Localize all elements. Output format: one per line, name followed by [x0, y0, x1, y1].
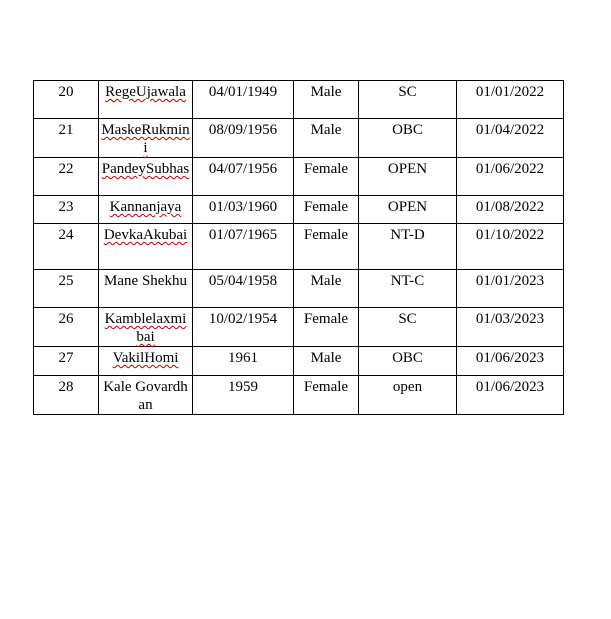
table-row [34, 308, 564, 347]
sr-no-cell: 26 [34, 308, 99, 347]
table-row [34, 270, 564, 308]
gender-cell: Female [294, 376, 359, 415]
sr-no-cell: 22 [34, 158, 99, 196]
name-cell: Kannanjaya [99, 196, 193, 224]
gender-cell: Male [294, 347, 359, 376]
category-cell: OBC [359, 347, 457, 376]
dob-cell: 1959 [193, 376, 294, 415]
name-cell: Kale Govardhan [99, 376, 193, 415]
sr-no-cell: 24 [34, 224, 99, 270]
date-cell: 01/03/2023 [457, 308, 564, 347]
records-table [33, 80, 564, 415]
gender-cell: Male [294, 81, 359, 119]
date-cell: 01/06/2023 [457, 376, 564, 415]
sr-no-cell: 20 [34, 81, 99, 119]
sr-no-cell: 27 [34, 347, 99, 376]
name-cell: VakilHomi [99, 347, 193, 376]
dob-cell: 05/04/1958 [193, 270, 294, 308]
date-cell: 01/06/2022 [457, 158, 564, 196]
date-cell: 01/04/2022 [457, 119, 564, 158]
name-cell: Mane Shekhu [99, 270, 193, 308]
dob-cell: 01/03/1960 [193, 196, 294, 224]
category-cell: NT-D [359, 224, 457, 270]
dob-cell: 01/07/1965 [193, 224, 294, 270]
date-cell: 01/06/2023 [457, 347, 564, 376]
category-cell: SC [359, 81, 457, 119]
category-cell: open [359, 376, 457, 415]
table-row [34, 376, 564, 415]
category-cell: SC [359, 308, 457, 347]
name-cell: PandeySubhas [99, 158, 193, 196]
table-row [34, 347, 564, 376]
category-cell: NT-C [359, 270, 457, 308]
date-cell: 01/10/2022 [457, 224, 564, 270]
gender-cell: Male [294, 119, 359, 158]
table-row [34, 224, 564, 270]
gender-cell: Female [294, 224, 359, 270]
table-row [34, 196, 564, 224]
dob-cell: 1961 [193, 347, 294, 376]
name-cell: Kamblelaxmibai [99, 308, 193, 347]
sr-no-cell: 21 [34, 119, 99, 158]
name-cell: MaskeRukmini [99, 119, 193, 158]
gender-cell: Female [294, 196, 359, 224]
sr-no-cell: 25 [34, 270, 99, 308]
category-cell: OPEN [359, 158, 457, 196]
name-cell: RegeUjawala [99, 81, 193, 119]
sr-no-cell: 28 [34, 376, 99, 415]
date-cell: 01/01/2022 [457, 81, 564, 119]
gender-cell: Male [294, 270, 359, 308]
sr-no-cell: 23 [34, 196, 99, 224]
name-cell: DevkaAkubai [99, 224, 193, 270]
dob-cell: 04/01/1949 [193, 81, 294, 119]
date-cell: 01/01/2023 [457, 270, 564, 308]
date-cell: 01/08/2022 [457, 196, 564, 224]
table-row [34, 81, 564, 119]
dob-cell: 10/02/1954 [193, 308, 294, 347]
dob-cell: 04/07/1956 [193, 158, 294, 196]
table-row [34, 158, 564, 196]
category-cell: OBC [359, 119, 457, 158]
table-row [34, 119, 564, 158]
category-cell: OPEN [359, 196, 457, 224]
dob-cell: 08/09/1956 [193, 119, 294, 158]
gender-cell: Female [294, 158, 359, 196]
gender-cell: Female [294, 308, 359, 347]
